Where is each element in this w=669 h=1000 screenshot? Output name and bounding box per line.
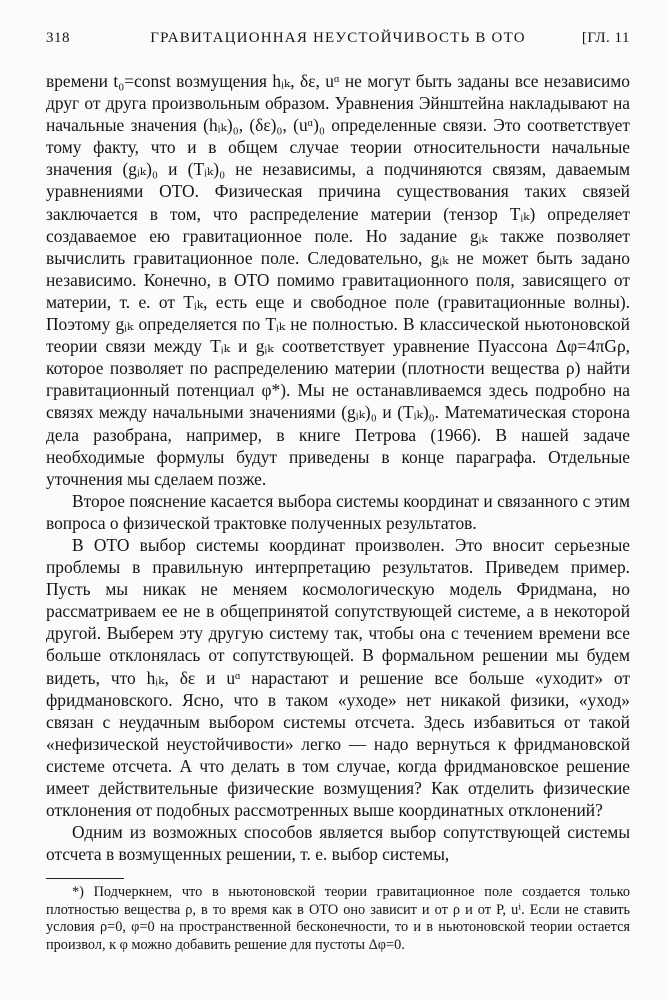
main-text bbox=[46, 70, 630, 865]
paragraph-4: Одним из возможных способов является выбор сопутствующей системы отсчета в возмущенных решении, т. е. выбор системы, bbox=[46, 822, 630, 865]
chapter-label: [ГЛ. 11 bbox=[581, 30, 630, 46]
footnote-divider bbox=[46, 878, 124, 879]
running-header bbox=[46, 30, 630, 52]
paragraph-2: Второе пояснение касается выбора системы координат и связанного с этим вопроса о физической трактовке полученных результатов. bbox=[46, 490, 630, 533]
footnote-text: *) Подчеркнем, что в ньютоновской теории гравитационное поле создается только плотностью вещества ρ, в то время как в ОТО оно зависит и от ρ и от P, uⁱ. Если не ставить условия ρ=0, φ=0 на пространственной бесконечности, то и в ньютоновской теории остается произвол, к φ можно добавить решение для пустоты Δφ=0. bbox=[46, 884, 630, 953]
paragraph-1: времени t₀=const возмущения hᵢₖ, δε, uᵅ не могут быть заданы все независимо друг от друга произвольным образом. Уравнения Эйнштейна накладывают на начальные значения (hᵢₖ)₀, (δε)₀, (uᵅ)₀ определенные связи. Это соответствует тому факту, что и в общем случае теории относительности начальные значения (gᵢₖ)₀ и (Tᵢₖ)₀ не независимы, а подчиняются связям, даваемым уравнениями ОТО. Физическая причина существования таких связей заключается в том, что распределение материи (тензор Tᵢₖ) определяет создаваемое ею гравитационное поле. Но задание gᵢₖ также позволяет вычислить гравитационное поле. Следовательно, gᵢₖ не может быть задано независимо. Конечно, в ОТО помимо гравитационного поля, зависящего от материи, т. е. от Tᵢₖ, есть еще и свободное поле (гравитационные волны). Поэтому gᵢₖ определяется по Tᵢₖ не полностью. В классической ньютоновской теории связи между Tᵢₖ и gᵢₖ соответствует уравнение Пуассона Δφ=4πGρ, которое позволяет по распределению материи (плотности вещества ρ) найти гравитационный потенциал φ*). Мы не останавливаемся здесь подробно на связях между начальными значениями (gᵢₖ)₀ и (Tᵢₖ)₀. Математическая сторона дела разобрана, например, в книге Петрова (1966). В нашей задаче необходимые формулы будут приведены в конце параграфа. Отдельные уточнения мы сделаем позже. bbox=[46, 71, 630, 489]
page-number: 318 bbox=[46, 30, 70, 46]
paragraph-3: В ОТО выбор системы координат произволен. Это вносит серьезные проблемы в правильную интерпретацию результатов. Приведем пример. Пусть мы никак не меняем космологическую модель Фридмана, но рассматриваем ее не в общепринятой сопутствующей системе, а в некоторой другой. Выберем эту другую систему так, чтобы она с течением времени все больше отклонялась от сопутствующей. В формальном решении мы будем видеть, что hᵢₖ, δε и uᵅ нарастают и решение все больше «уходит» от фридмановского. Ясно, что в таком «уходе» нет никакой физики, «уход» связан с неудачным выбором системы отсчета. Здесь избавиться от такой «нефизической неустойчивости» легко — надо вернуться к фридмановской системе отсчета. А что делать в том случае, когда фридмановское решение имеет действительные физические возмущения? Как отделить физические отклонения от подобных рассмотренных выше координатных отклонений? bbox=[46, 534, 630, 821]
running-title: ГРАВИТАЦИОННАЯ НЕУСТОЙЧИВОСТЬ В ОТО bbox=[150, 30, 526, 46]
footnote bbox=[46, 884, 630, 954]
